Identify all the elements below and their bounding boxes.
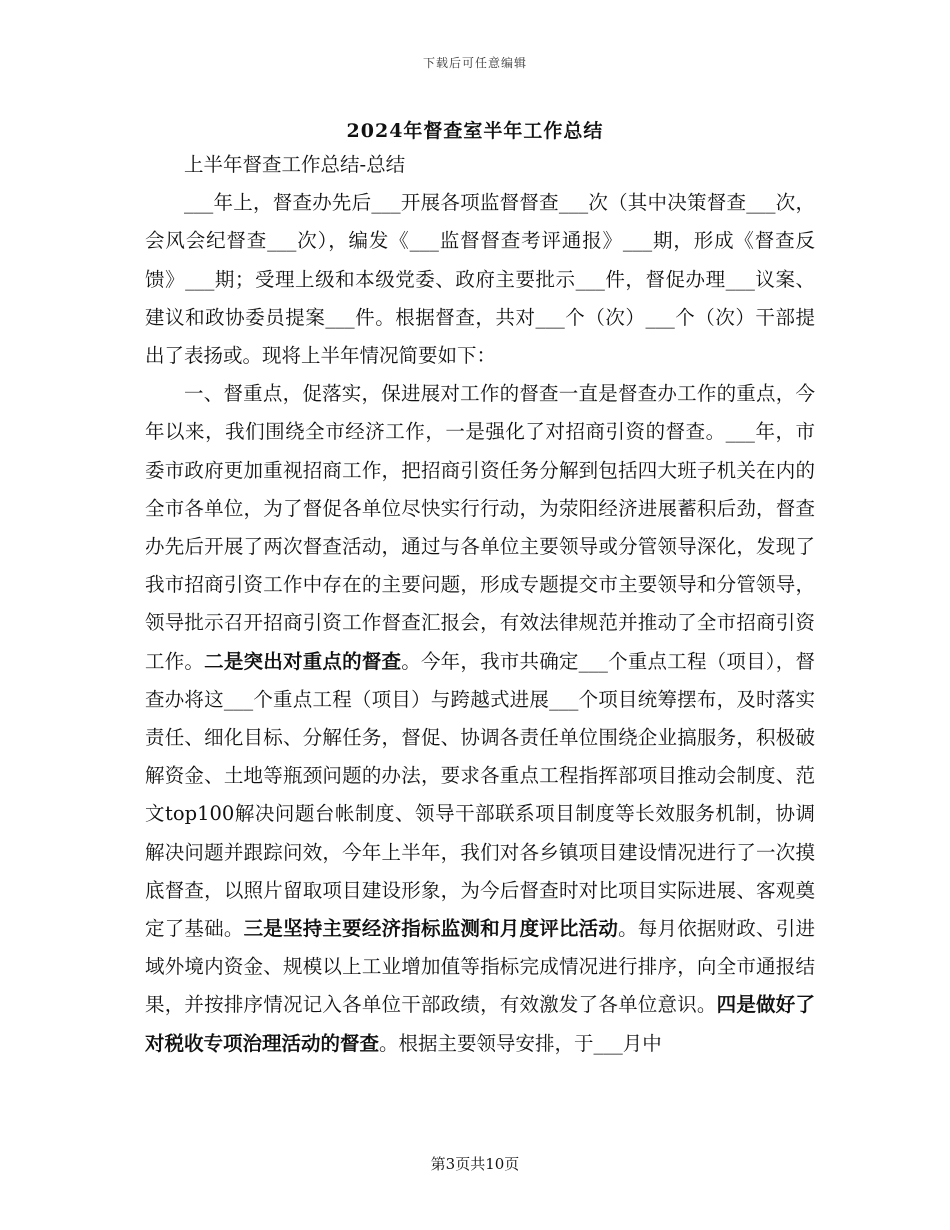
- paragraph-text: 一、督重点，促落实，保进展对工作的督查一直是督查办工作的重点，今年以来，我们围绕全市经济工作，一是强化了对招商引资的督查。___年，市委市政府更加重视招商工作，把招商引资任务分解到包括四大班子机关在内的全市各单位，为了督促各单位尽快实行行动，为荥阳经济进展蓄积后劲，督查办先后开展了两次督查活动，通过与各单位主要领导或分管领导深化，发现了我市招商引资工作中存在的主要问题，形成专题提交市主要领导和分管领导，领导批示召开招商引资工作督查汇报会，有效法律规范并推动了全市招商引资工作。: [145, 382, 815, 673]
- bold-heading-three: 三是坚持主要经济指标监测和月度评比活动: [243, 917, 619, 941]
- document-title: 2024年督查室半年工作总结: [346, 120, 604, 142]
- paragraph-text: 。根据主要领导安排，于___月中: [379, 1031, 662, 1055]
- page-footer: 第3页共10页: [430, 1155, 520, 1173]
- paragraph-text: ___年上，督查办先后___开展各项监督督查___次（其中决策督查___次，会风会纪督查___次），编发《___监督督查考评通报》___期，形成《督查反馈》___期；受理上级和本级党委、政府主要批示___件，督促办理___议案、建议和政协委员提案___件。根据督查，共对___个（次）___个（次）干部提出了表扬或。现将上半年情况简要如下：: [145, 191, 815, 368]
- paragraph-text: 上半年督查工作总结-总结: [184, 153, 406, 176]
- paragraph-subtitle: [145, 146, 815, 184]
- paragraph-section-one: [145, 375, 815, 1063]
- page-header-note: 下载后可任意编辑: [422, 56, 527, 70]
- bold-heading-two: 二是突出对重点的督查: [204, 649, 402, 673]
- paragraph-overview: [145, 184, 815, 375]
- document-body: [145, 146, 815, 1063]
- paragraph-text: 。每月依据财政、引进域外境内资金、规模以上工业增加值等指标完成情况进行排序，向全市通报结果，并按排序情况记入各单位干部政绩，有效激发了各单位意识。: [145, 917, 815, 1017]
- bold-heading-four: 四是做好了对税收专项治理活动的督查: [145, 993, 815, 1055]
- paragraph-text: 。今年，我市共确定___个重点工程（项目），督查办将这___个重点工程（项目）与跨越式进展___个项目统筹摆布，及时落实责任、细化目标、分解任务，督促、协调各责任单位围绕企业搞服务，积极破解资金、土地等瓶颈问题的办法，要求各重点工程指挥部项目推动会制度、范文top100解决问题台帐制度、领导干部联系项目制度等长效服务机制，协调解决问题并跟踪问效，今年上半年，我们对各乡镇项目建设情况进行了一次摸底督查，以照片留取项目建设形象，为今后督查时对比项目实际进展、客观奠定了基础。: [145, 649, 815, 941]
